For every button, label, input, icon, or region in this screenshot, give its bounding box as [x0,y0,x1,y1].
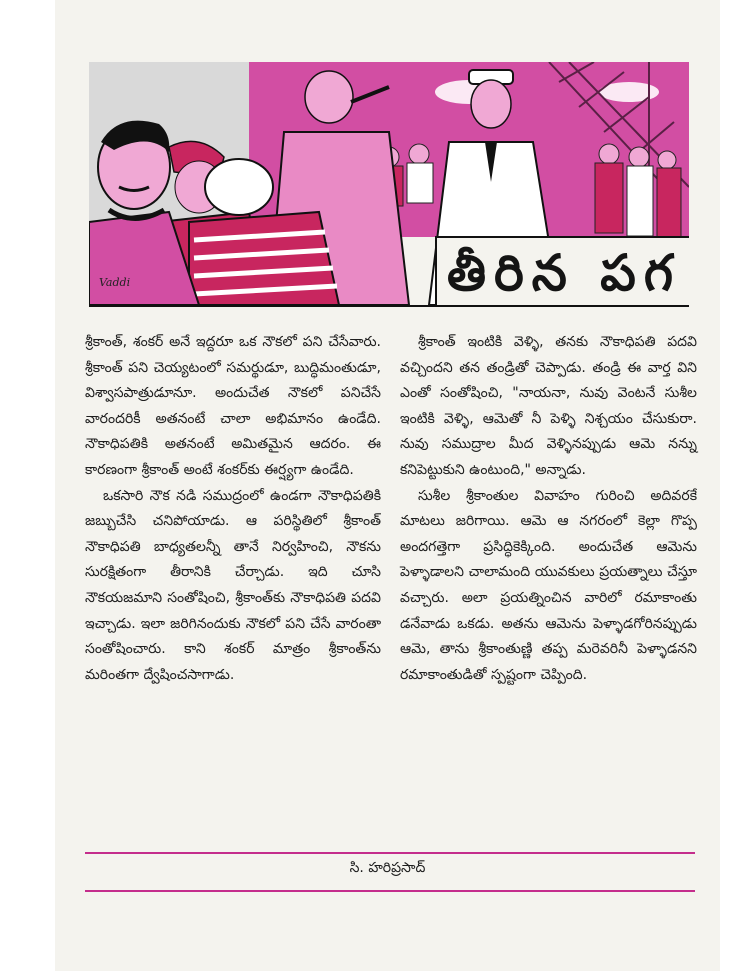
artist-signature: Vaddi [99,276,131,289]
author-credit: సి. హరిప్రసాద్ [349,860,426,876]
paragraph: సుశీల శ్రీకాంతుల వివాహం గురించి అదివరకే మాటలు జరిగాయి. ఆమె ఆ నగరంలో కెల్లా గొప్ప అందగత్తెగా ప్రసిద్ధికెక్కింది. అందుచేత ఆమెను పెళ్ళాడాలని చాలామంది యువకులు ప్రయత్నాలు చేస్తూ వచ్చారు. అలా ప్రయత్నించిన వారిలో రమాకాంతు డనేవాడు ఒకడు. అతను ఆమెను పెళ్ళాడగోరినప్పుడు ఆమె, తాను శ్రీకాంతుణ్ణి తప్ప మరెవరినీ పెళ్ళాడనని రమాకాంతుడితో స్పష్టంగా చెప్పింది. [400,487,697,683]
text-column-right [400,330,697,688]
divider-top [85,852,695,854]
text-column-left [85,330,381,688]
title-box [435,236,689,307]
divider-bottom [85,890,695,892]
paragraph: ఒకసారి నౌక నడి సముద్రంలో ఉండగా నౌకాధిపతికి జబ్బుచేసి చనిపోయాడు. ఆ పరిస్థితిలో శ్రీకాంత్ నౌకాధిపతి బాధ్యతలన్నీ తానే నిర్వహించి, నౌకను సురక్షితంగా తీరానికి చేర్చాడు. ఇది చూసి నౌకయజమాని సంతోషించి, శ్రీకాంత్‌కు నౌకాధిపతి పదవి ఇచ్చాడు. ఇలా జరిగినందుకు నౌకలో పని చేసే వారంతా సంతోషించారు. కాని శంకర్ మాత్రం శ్రీకాంత్‌ను మరింతగా ద్వేషించసాగాడు. [85,487,381,683]
story-title: తీరిన పగ [447,244,681,302]
page-background [55,0,720,971]
story-illustration [89,62,689,307]
paragraph: శ్రీకాంత్ ఇంటికి వెళ్ళి, తనకు నౌకాధిపతి పదవి వచ్చిందని తన తండ్రితో చెప్పాడు. తండ్రి ఈ వార్త విని ఎంతో సంతోషించి, "నాయనా, నువు వెంటనే సుశీల ఇంటికి వెళ్ళి, ఆమెతో నీ పెళ్ళి నిశ్చయం చేసుకురా. నువు సముద్రాల మీద వెళ్ళినప్పుడు ఆమె నన్ను కనిపెట్టుకుని ఉంటుంది," అన్నాడు. [400,334,697,478]
paragraph: శ్రీకాంత్, శంకర్ అనే ఇద్దరూ ఒక నౌకలో పని చేసేవారు. శ్రీకాంత్ పని చెయ్యటంలో సమర్థుడూ, బుద్ధిమంతుడూ, విశ్వాసపాత్రుడూనూ. అందుచేత నౌకలో పనిచేసే వారందరికీ అతనంటే చాలా అభిమానం ఉండేది. నౌకాధిపతికి అతనంటే అమితమైన ఆదరం. ఈ కారణంగా శ్రీకాంత్ అంటే శంకర్‌కు ఈర్ష్యగా ఉండేది. [85,334,381,478]
